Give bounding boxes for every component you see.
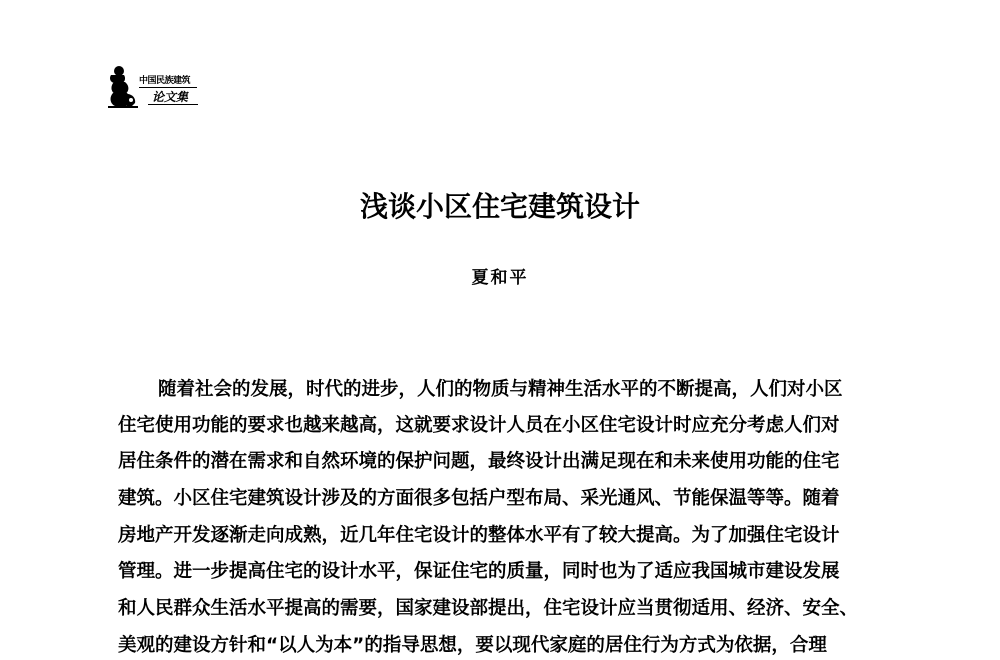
body-line: 居住条件的潜在需求和自然环境的保护问题，最终设计出满足现在和未来使用功能的住宅 <box>118 451 840 472</box>
body-line: 美观的建设方针和“以人为本”的指导思想，要以现代家庭的居住行为方式为依据，合理 <box>118 635 827 656</box>
journal-name-top: 中国民族建筑 <box>139 76 191 86</box>
article-author: 夏和平 <box>471 268 529 288</box>
journal-header-logo <box>108 64 198 108</box>
journal-name-bottom: 论文集 <box>152 90 189 104</box>
article-title: 浅谈小区住宅建筑设计 <box>359 190 640 223</box>
body-line: 建筑。小区住宅建筑设计涉及的方面很多包括户型布局、采光通风、节能保温等等。随着 <box>118 488 840 509</box>
body-line: 随着社会的发展，时代的进步，人们的物质与精神生活水平的不断提高，人们对小区 <box>158 379 843 400</box>
stacked-figures-logo-icon <box>108 64 144 108</box>
body-line: 房地产开发逐渐走向成熟，近几年住宅设计的整体水平有了较大提高。为了加强住宅设计 <box>118 525 840 546</box>
body-line: 管理。进一步提高住宅的设计水平，保证住宅的质量，同时也为了适应我国城市建设发展 <box>118 561 840 582</box>
body-line: 住宅使用功能的要求也越来越高，这就要求设计人员在小区住宅设计时应充分考虑人们对 <box>118 415 840 436</box>
logo-divider-bottom <box>148 104 198 105</box>
body-line: 和人民群众生活水平提高的需要，国家建设部提出，住宅设计应当贯彻适用、经济、安全、 <box>118 598 859 619</box>
